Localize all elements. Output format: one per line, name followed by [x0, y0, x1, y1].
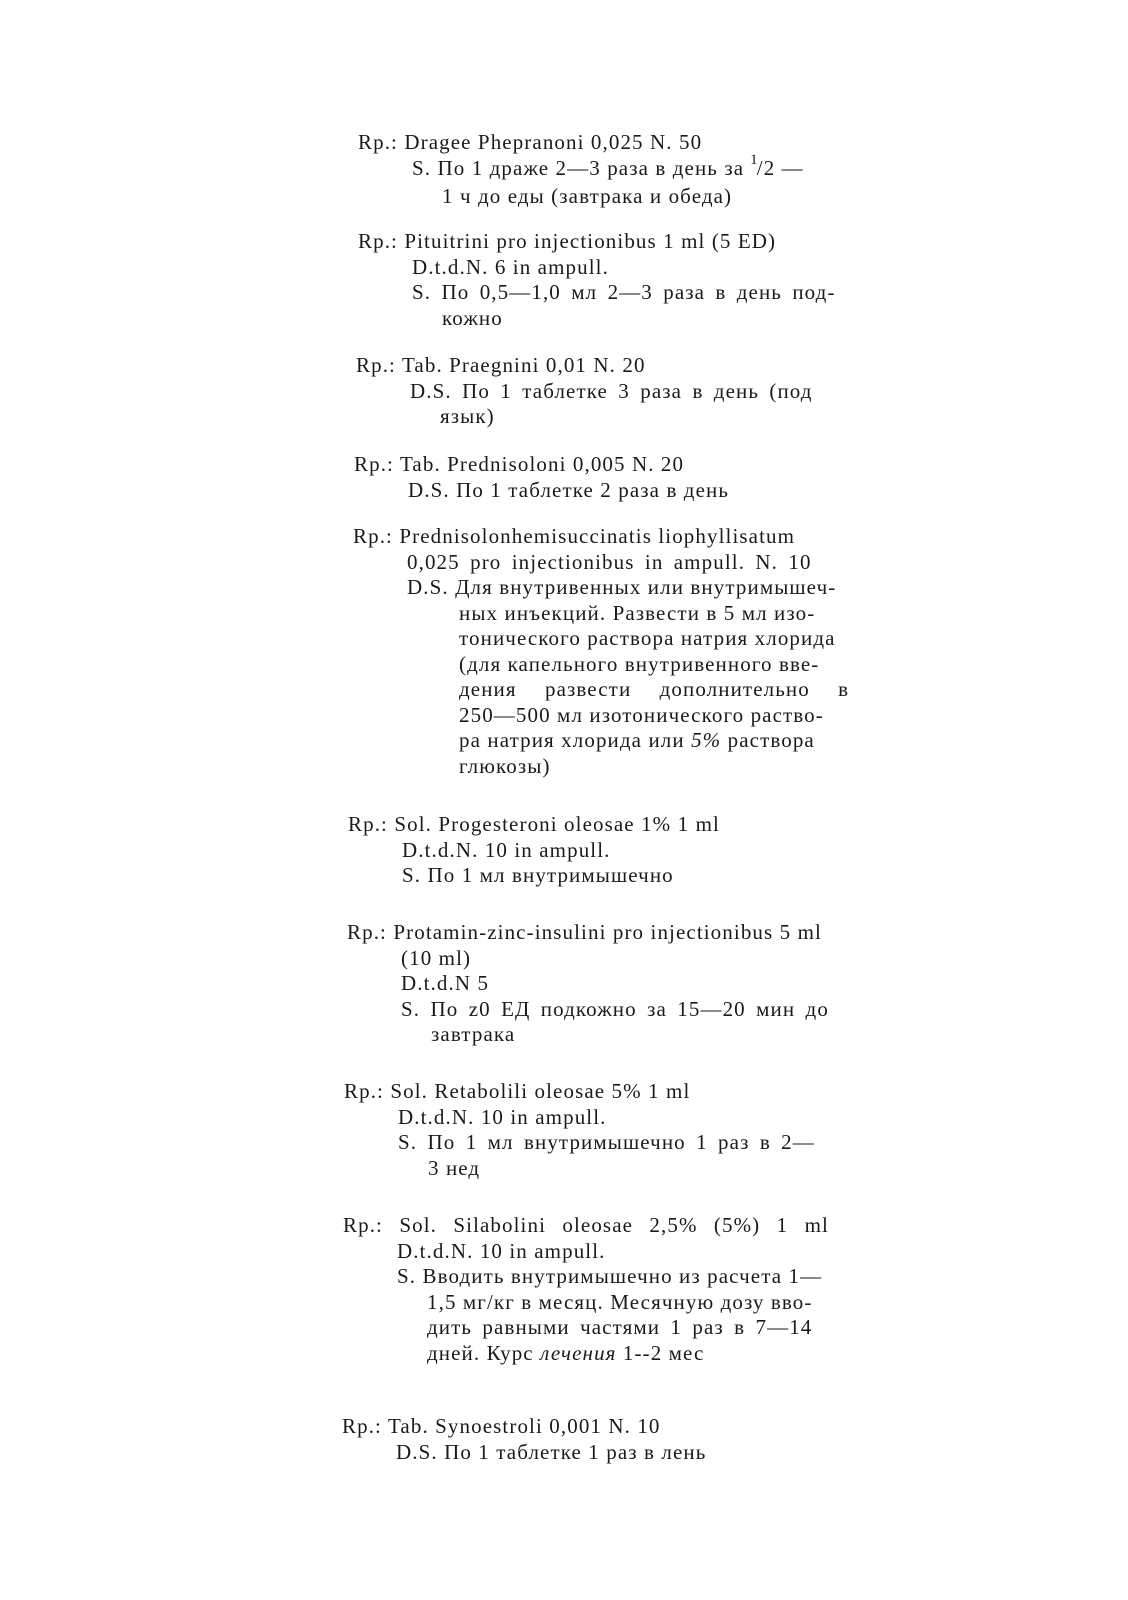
rx-text: 1--2 мес: [622, 1340, 705, 1365]
fraction-denominator: /2 —: [756, 155, 804, 180]
prescription-progesteroni: [348, 812, 908, 889]
rx-line: 1,5 мг/кг в месяц. Месячную дозу вво-: [427, 1289, 813, 1314]
rx-line: Rp.: Sol. Retabolili oleosae 5% 1 ml: [344, 1079, 691, 1103]
rx-line: D.t.d.N 5: [401, 971, 490, 995]
rx-line: 1 ч до еды (завтрака и обеда): [442, 184, 733, 208]
rx-italic: лечения: [540, 1340, 617, 1365]
rx-line: S. По 1 мл внутримышечно: [402, 863, 674, 887]
rx-line: 0,025 pro injectionibus in ampull. N. 10: [407, 549, 812, 574]
prescription-prednisolonhemisuccinatis: [353, 524, 913, 779]
rx-line: S. По 0,5—1,0 мл 2—3 раза в день под-: [412, 280, 836, 304]
rx-line: D.t.d.N. 10 in ampull.: [398, 1104, 607, 1129]
prescription-silabolini: [343, 1213, 903, 1366]
prescription-phepranoni: [358, 130, 918, 210]
rx-line: Rp.: Pituitrini pro injectionibus 1 ml (5 ED): [358, 229, 777, 253]
rx-line: S. По z0 ЕД подкожно за 15—20 мин до: [401, 996, 829, 1021]
rx-line: глюкозы): [459, 753, 551, 778]
rx-line: [353, 728, 913, 754]
prescription-prednisoloni: [354, 452, 914, 503]
rx-line: S. Вводить внутримышечно из расчета 1—: [397, 1264, 823, 1288]
rx-line: завтрака: [431, 1022, 516, 1046]
rx-line: [343, 1341, 903, 1367]
rx-line: Rp.: Tab. Synoestroli 0,001 N. 10: [342, 1414, 661, 1438]
rx-line: кожно: [442, 305, 503, 330]
rx-line: D.t.d.N. 10 in ampull.: [397, 1238, 606, 1263]
rx-line: D.S. По 1 таблетке 1 раз в лень: [396, 1439, 707, 1464]
rx-line: Rp.: Protamin-zinc-insulini pro injectionibus 5 ml: [347, 920, 822, 944]
rx-line: D.S. Для внутривенных или внутримышеч-: [407, 575, 837, 599]
rx-line: D.S. По 1 таблетке 3 раза в день (под: [410, 378, 813, 403]
rx-line: Rp.: Sol. Silabolini oleosae 2,5% (5%) 1 ml: [343, 1213, 829, 1237]
rx-text: дней. Курс: [427, 1340, 534, 1365]
rx-line: [358, 151, 918, 185]
rx-text: ра натрия хлорида или: [459, 728, 685, 752]
rx-line: (10 ml): [401, 945, 472, 970]
rx-line: дения развести дополнительно в: [459, 677, 850, 701]
prescription-synoestroli: [342, 1414, 902, 1465]
rx-line: тонического раствора натрия хлорида: [459, 626, 836, 650]
prescription-retabolili: [344, 1079, 904, 1181]
rx-italic: 5%: [691, 728, 722, 752]
fraction-numerator: 1: [750, 151, 759, 168]
rx-line: Rp.: Tab. Prednisoloni 0,005 N. 20: [354, 452, 685, 476]
rx-text: раствора: [727, 728, 815, 752]
rx-line: D.t.d.N. 6 in ampull.: [412, 254, 609, 279]
rx-line: 250—500 мл изотонического раство-: [459, 702, 824, 727]
rx-line: Rp.: Sol. Progesteroni oleosae 1% 1 ml: [348, 812, 720, 836]
rx-line: язык): [440, 404, 495, 428]
rx-line: дить равными частями 1 раз в 7—14: [427, 1315, 813, 1339]
rx-line: (для капельного внутривенного вве-: [459, 651, 820, 676]
rx-line: D.t.d.N. 10 in ampull.: [402, 837, 611, 862]
rx-line: S. По 1 мл внутримышечно 1 раз в 2—: [398, 1130, 815, 1154]
prescription-pituitrini: [358, 229, 918, 331]
rx-line: Rp.: Dragee Phepranoni 0,025 N. 50: [358, 130, 703, 154]
rx-line: 3 нед: [428, 1155, 481, 1180]
rx-line: ных инъекций. Развести в 5 мл изо-: [459, 600, 816, 625]
rx-line: D.S. По 1 таблетке 2 раза в день: [408, 477, 730, 502]
rx-line: Rp.: Tab. Praegnini 0,01 N. 20: [356, 353, 646, 377]
prescription-protamin-zinc-insulini: [347, 920, 907, 1048]
rx-text: S. По 1 драже 2—3 раза в день за: [412, 155, 745, 180]
rx-line: Rp.: Prednisolonhemisuccinatis liophyllisatum: [353, 524, 796, 548]
prescription-praegnini: [356, 353, 916, 430]
